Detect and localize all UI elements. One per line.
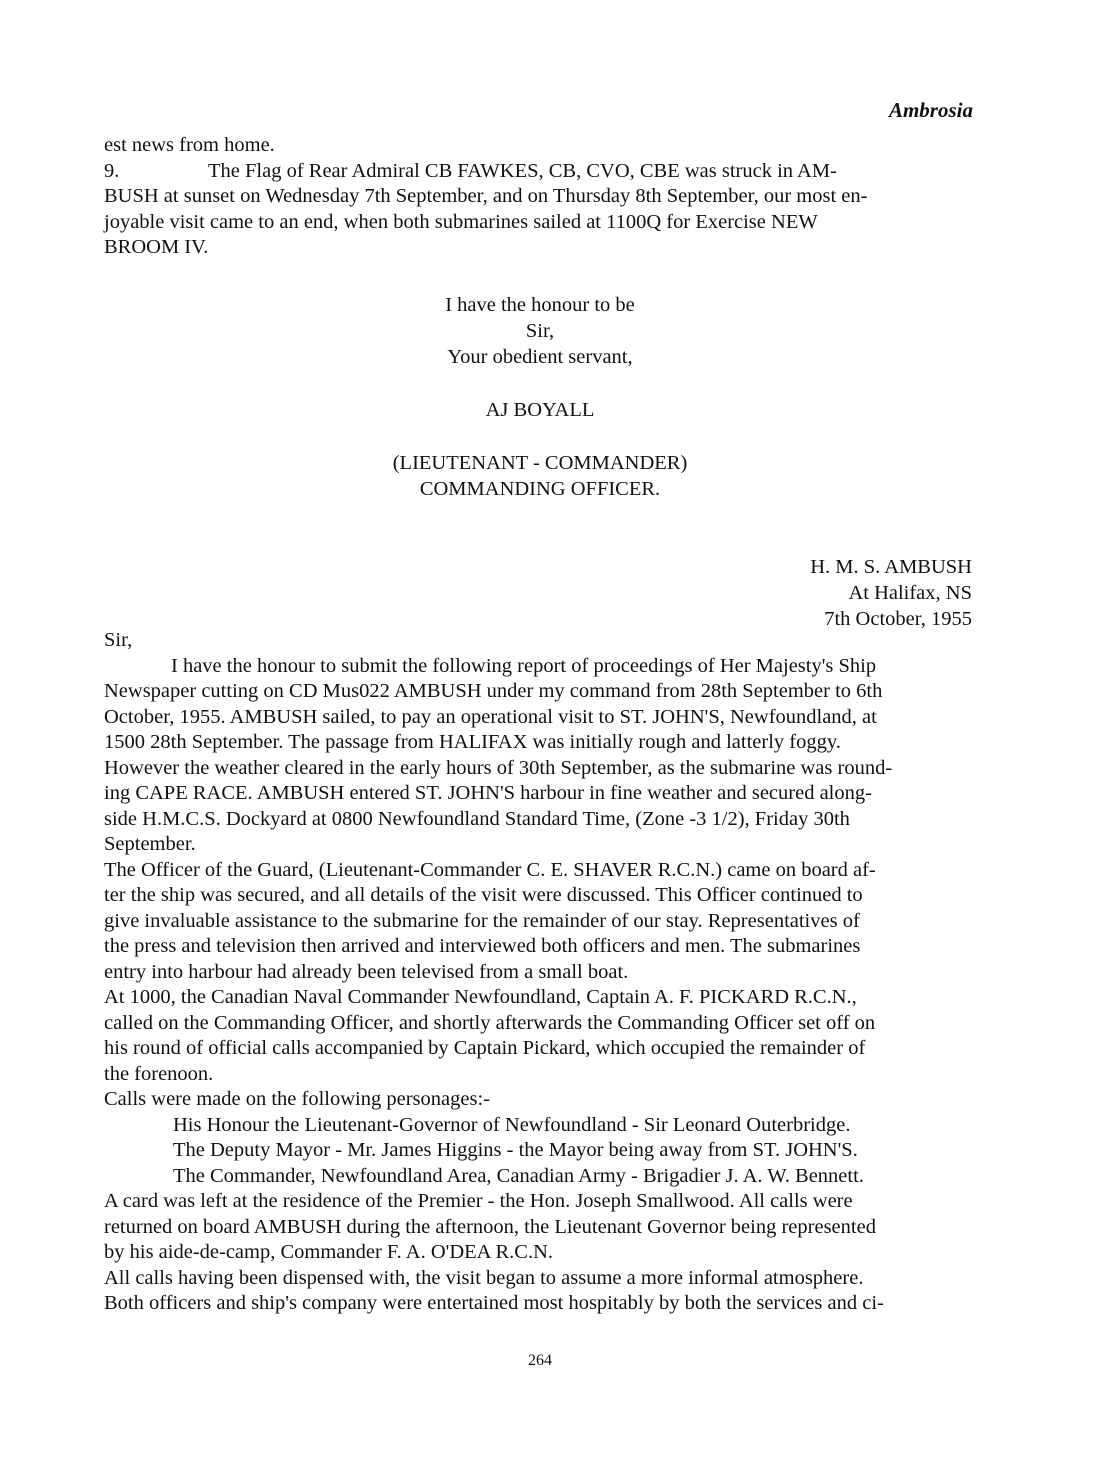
signature-rank: (LIEUTENANT - COMMANDER) — [392, 452, 688, 474]
body-line: the press and television then arrived and interviewed both officers and men. The submarines — [104, 935, 861, 957]
body-line: A card was left at the residence of the Premier - the Hon. Joseph Smallwood. All calls were — [104, 1190, 853, 1212]
body-line: At 1000, the Canadian Naval Commander Newfoundland, Captain A. F. PICKARD R.C.N., — [104, 986, 857, 1008]
signature-title: COMMANDING OFFICER. — [419, 478, 661, 500]
paragraph-9-line: BUSH at sunset on Wednesday 7th September, and on Thursday 8th September, our most en- — [104, 185, 868, 207]
body-line: All calls having been dispensed with, the visit began to assume a more informal atmosphere. — [104, 1266, 864, 1289]
body-line: October, 1955. AMBUSH sailed, to pay an operational visit to ST. JOHN'S, Newfoundland, at — [104, 705, 877, 728]
body-line: Newspaper cutting on CD Mus022 AMBUSH under my command from 28th September to 6th — [104, 680, 883, 702]
body-line: returned on board AMBUSH during the afternoon, the Lieutenant Governor being represented — [104, 1215, 876, 1238]
continuation-line: est news from home. — [104, 134, 275, 156]
continuation-text — [104, 133, 974, 261]
personage-line: The Commander, Newfoundland Area, Canadian Army - Brigadier J. A. W. Bennett. — [173, 1164, 864, 1187]
body-line: I have the honour to submit the following report of proceedings of Her Majesty's Ship — [171, 654, 877, 677]
body-line: However the weather cleared in the early hours of 30th September, as the submarine was round- — [104, 756, 893, 779]
paragraph-number: 9. — [104, 159, 120, 182]
address-location: At Halifax, NS — [848, 582, 972, 604]
body-line: ter the ship was secured, and all details of the visit were discussed. This Officer continued to — [104, 884, 863, 906]
letter-body — [104, 628, 974, 1317]
body-line: entry into harbour had already been televised from a small boat. — [104, 960, 629, 983]
body-line: his round of official calls accompanied by Captain Pickard, which occupied the remainder of — [104, 1037, 866, 1059]
page-number: 264 — [528, 1352, 552, 1369]
paragraph-9-line: joyable visit came to an end, when both submarines sailed at 1100Q for Exercise NEW — [104, 210, 818, 233]
closing-sir: Sir, — [525, 320, 555, 342]
salutation: Sir, — [104, 629, 133, 651]
body-line: Calls were made on the following personages:- — [104, 1088, 490, 1110]
paragraph-9-line — [104, 159, 974, 185]
running-header: Ambrosia — [888, 98, 973, 122]
body-line: September. — [104, 833, 196, 855]
body-line: 1500 28th September. The passage from HALIFAX was initially rough and latterly foggy. — [104, 731, 841, 753]
closing-honour: I have the honour to be — [445, 294, 635, 316]
body-line: Both officers and ship's company were entertained most hospitably by both the services and ci- — [104, 1292, 884, 1314]
body-line: ing CAPE RACE. AMBUSH entered ST. JOHN'S harbour in fine weather and secured along- — [104, 782, 872, 804]
body-line: The Officer of the Guard, (Lieutenant-Commander C. E. SHAVER R.C.N.) came on board af- — [104, 858, 876, 881]
sender-address — [810, 554, 972, 632]
body-line: called on the Commanding Officer, and shortly afterwards the Commanding Officer set off on — [104, 1011, 876, 1034]
address-date: 7th October, 1955 — [824, 608, 972, 630]
body-line: give invaluable assistance to the submarine for the remainder of our stay. Representatives of — [104, 909, 860, 932]
body-line: the forenoon. — [104, 1062, 214, 1085]
paragraph-9-line: BROOM IV. — [104, 236, 209, 258]
address-ship: H. M. S. AMBUSH — [810, 556, 972, 578]
signature: AJ BOYALL — [485, 399, 595, 421]
closing-servant: Your obedient servant, — [447, 346, 633, 368]
personage-line: His Honour the Lieutenant-Governor of Newfoundland - Sir Leonard Outerbridge. — [173, 1113, 851, 1136]
paragraph-9-text: The Flag of Rear Admiral CB FAWKES, CB, CVO, CBE was struck in AM- — [208, 159, 837, 182]
body-line: side H.M.C.S. Dockyard at 0800 Newfoundland Standard Time, (Zone -3 1/2), Friday 30th — [104, 807, 850, 830]
body-line: by his aide-de-camp, Commander F. A. O'DEA R.C.N. — [104, 1241, 554, 1263]
personage-line: The Deputy Mayor - Mr. James Higgins - the Mayor being away from ST. JOHN'S. — [173, 1139, 858, 1161]
